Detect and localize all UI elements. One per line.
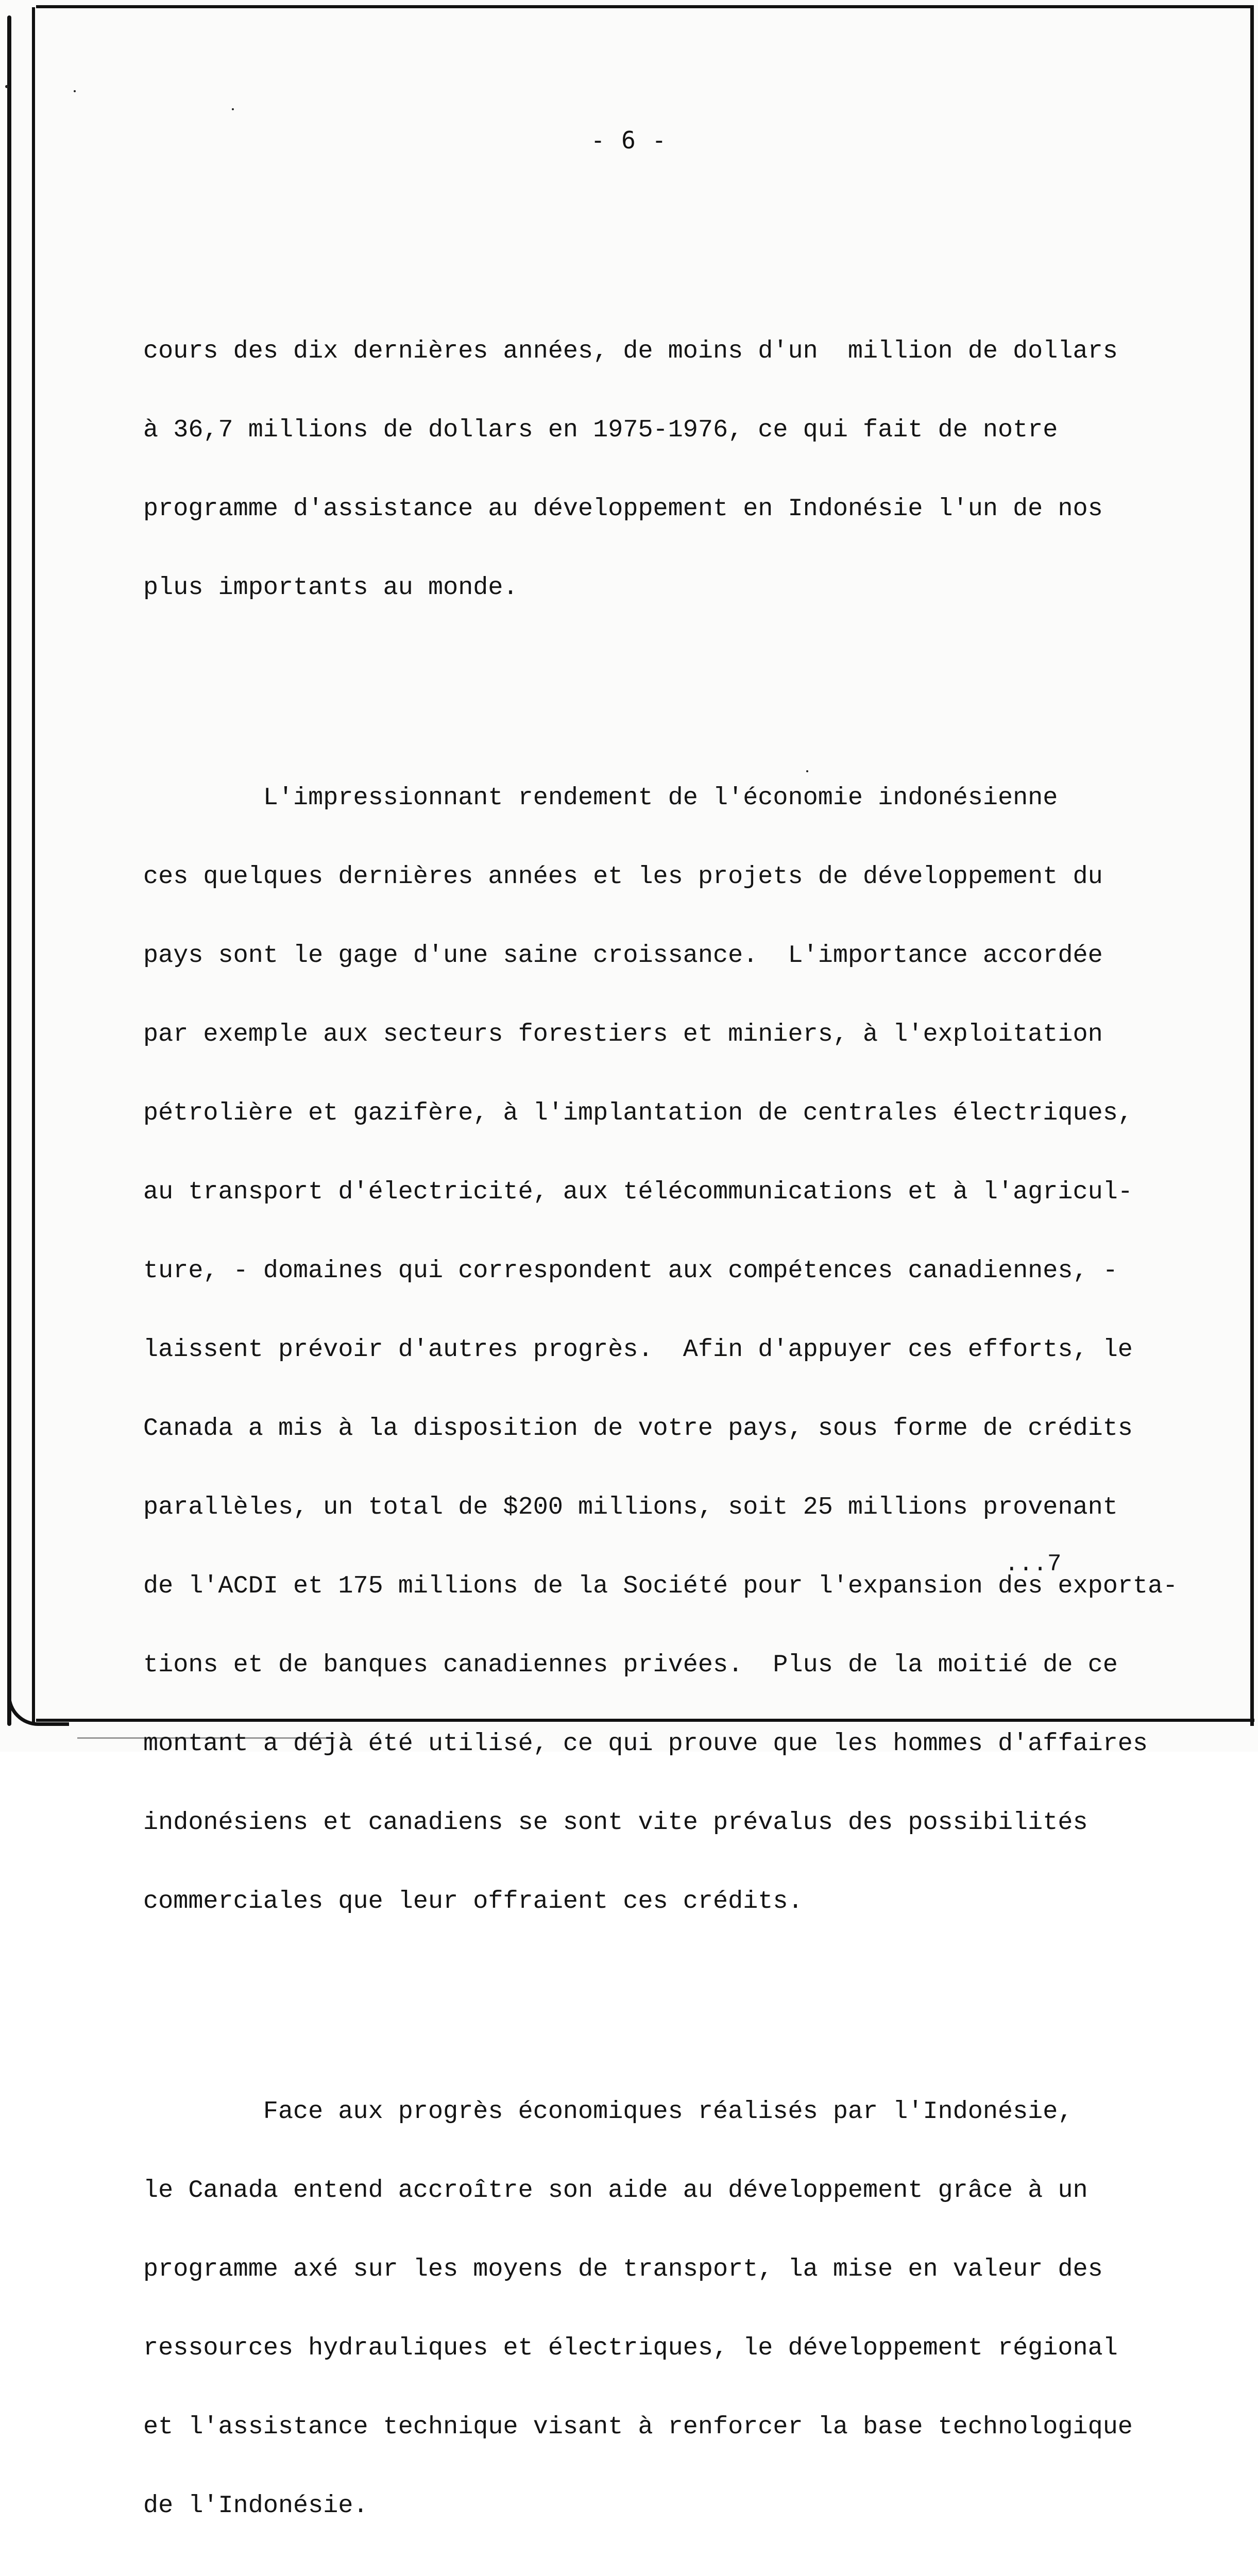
text-line: tions et de banques canadiennes privées. Plus de la moitié de ce [143,1651,1118,1679]
scan-speck [74,90,76,92]
text-line: à 36,7 millions de dollars en 1975-1976, ce qui fait de notre [143,416,1058,444]
scan-speck [5,85,8,88]
page-number: - 6 - [590,126,668,154]
page-border-top [36,5,1252,8]
text-line: Canada a mis à la disposition de votre pays, sous forme de crédits [143,1414,1133,1443]
text-line: montant a déjà été utilisé, ce qui prouve que les hommes d'affaires [143,1730,1148,1758]
paragraph-3 [143,2046,1246,2571]
text-line: programme d'assistance au développement en Indonésie l'un de nos [143,495,1103,523]
text-line: pays sont le gage d'une saine croissance. L'importance accordée [143,941,1103,970]
text-line: par exemple aux secteurs forestiers et miniers, à l'exploitation [143,1020,1103,1048]
page-border-right [1250,5,1254,1726]
text-line: ces quelques dernières années et les projets de développement du [143,862,1103,891]
text-line: de l'Indonésie. [143,2492,368,2520]
text-line: ressources hydrauliques et électriques, le développement régional [143,2334,1118,2362]
text-line: programme axé sur les moyens de transport, la mise en valeur des [143,2255,1103,2283]
paragraph-1 [143,285,1246,653]
text-line: le Canada entend accroître son aide au développement grâce à un [143,2176,1088,2205]
body-text [143,233,1246,2576]
text-line: Face aux progrès économiques réalisés par l'Indonésie, [143,2097,1073,2126]
text-line: de l'ACDI et 175 millions de la Société pour l'expansion des exporta- [143,1572,1178,1600]
continuation-marker: ...7 [1005,1551,1062,1578]
text-line: commerciales que leur offraient ces crédits. [143,1887,803,1916]
text-line: laissent prévoir d'autres progrès. Afin d'appuyer ces efforts, le [143,1335,1133,1364]
page-border-left-inner [32,7,35,1723]
text-line: pétrolière et gazifère, à l'implantation de centrales électriques, [143,1099,1133,1127]
scan-speck [232,108,234,110]
page-border-left-outer [7,15,11,1726]
text-line: plus importants au monde. [143,573,518,602]
text-line: indonésiens et canadiens se sont vite prévalus des possibilités [143,1808,1088,1837]
text-line: et l'assistance technique visant à renforcer la base technologique [143,2413,1133,2441]
paragraph-2 [143,732,1246,1967]
page-border-corner [7,1695,69,1726]
text-line: au transport d'électricité, aux télécommunications et à l'agricul- [143,1178,1133,1206]
text-line: parallèles, un total de $200 millions, soit 25 millions provenant [143,1493,1118,1521]
text-line: L'impressionnant rendement de l'économie indonésienne [143,784,1058,812]
text-line: cours des dix dernières années, de moins d'un million de dollars [143,337,1118,365]
text-line: ture, - domaines qui correspondent aux compétences canadiennes, - [143,1257,1118,1285]
